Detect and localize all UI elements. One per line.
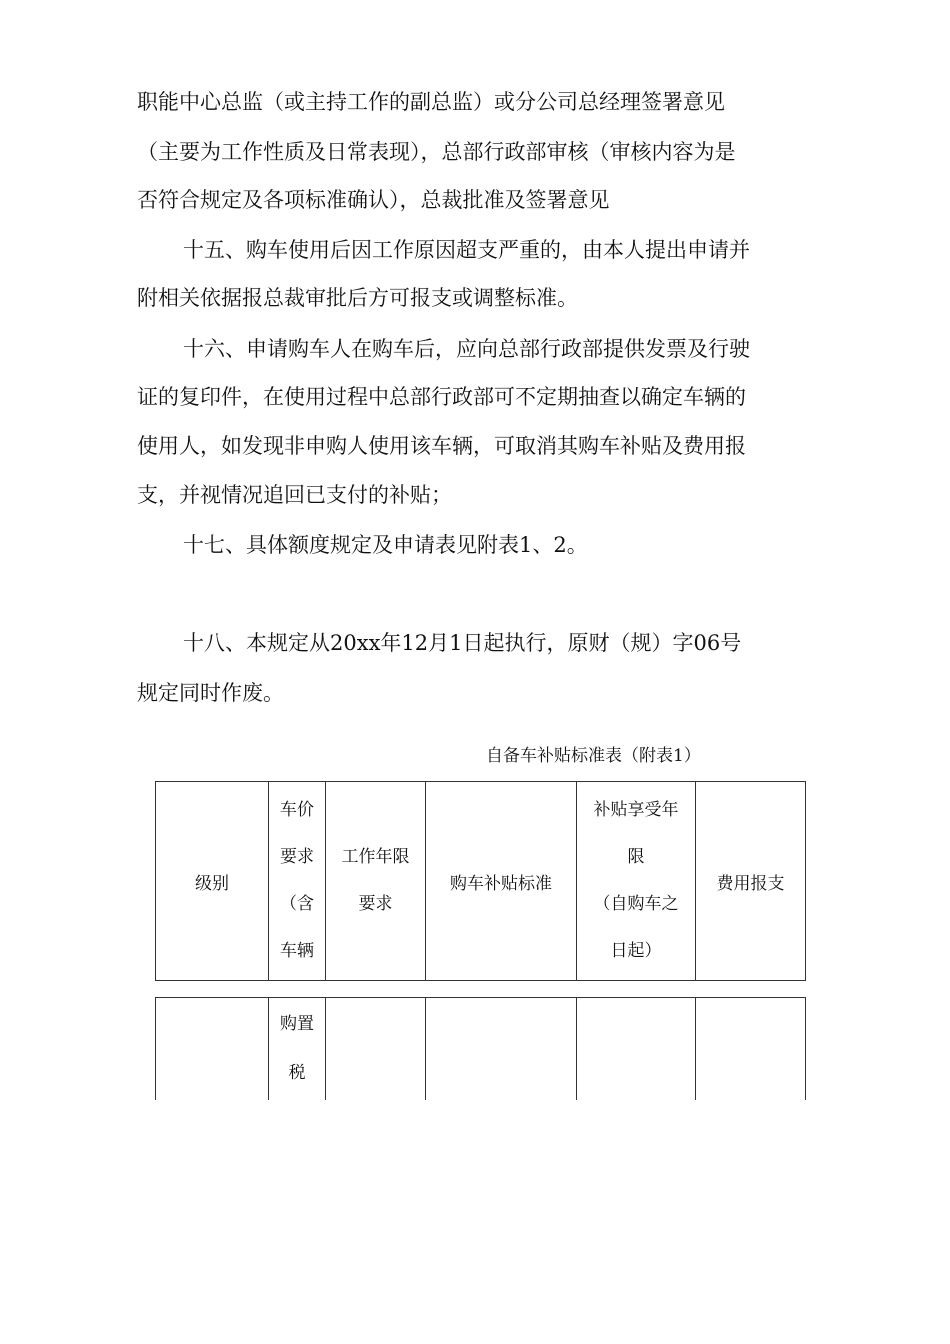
- paragraph-line: 职能中心总监（或主持工作的副总监）或分公司总经理签署意见: [137, 90, 725, 114]
- header-text: 要求: [280, 847, 314, 867]
- table-cell: [577, 998, 696, 1101]
- header-expense: 费用报支: [696, 782, 806, 981]
- header-text: （自购车之: [593, 894, 679, 914]
- cell-text: 税: [288, 1063, 306, 1083]
- header-subsidy-period: [577, 782, 696, 981]
- subsidy-table-continued: [155, 997, 806, 1100]
- header-text: 车辆: [280, 941, 314, 961]
- header-work-years: [326, 782, 426, 981]
- table-caption: 自备车补贴标准表（附表1）: [486, 746, 701, 766]
- paragraph-line: 十五、购车使用后因工作原因超支严重的，由本人提出申请并: [183, 238, 750, 262]
- header-text: 限: [627, 847, 645, 867]
- cell-text: 购置: [280, 1014, 314, 1034]
- paragraph-line: 支，并视情况追回已支付的补贴；: [137, 483, 452, 507]
- table-cell: [696, 998, 806, 1101]
- header-subsidy-standard: 购车补贴标准: [426, 782, 577, 981]
- header-text: 要求: [358, 894, 393, 914]
- paragraph-line: 使用人，如发现非申购人使用该车辆，可取消其购车补贴及费用报: [137, 434, 746, 458]
- paragraph-line: 证的复印件，在使用过程中总部行政部可不定期抽查以确定车辆的: [137, 385, 746, 409]
- table-cell: [326, 998, 426, 1101]
- header-text: 日起）: [610, 941, 662, 961]
- car-price-continued: [269, 998, 326, 1101]
- paragraph-line: 附相关依据报总裁审批后方可报支或调整标准。: [137, 286, 578, 310]
- header-level: 级别: [156, 782, 269, 981]
- paragraph-line: 否符合规定及各项标准确认），总裁批准及签署意见: [137, 188, 610, 212]
- table-cell: [156, 998, 269, 1101]
- paragraph-line: （主要为工作性质及日常表现），总部行政部审核（审核内容为是: [137, 140, 736, 164]
- paragraph-line: 十六、申请购车人在购车后，应向总部行政部提供发票及行驶: [183, 337, 750, 361]
- header-text: 车价: [280, 800, 314, 820]
- header-text: 补贴享受年: [593, 800, 679, 820]
- table-cell: [426, 998, 577, 1101]
- header-text: （含: [280, 894, 314, 914]
- subsidy-table-header: [155, 781, 806, 981]
- paragraph-line: 十七、具体额度规定及申请表见附表1、2。: [183, 533, 588, 557]
- paragraph-line: 十八、本规定从20xx年12月1日起执行，原财（规）字06号: [183, 631, 742, 655]
- paragraph-line: 规定同时作废。: [137, 681, 284, 705]
- header-car-price: [269, 782, 326, 981]
- header-text: 工作年限: [341, 847, 410, 867]
